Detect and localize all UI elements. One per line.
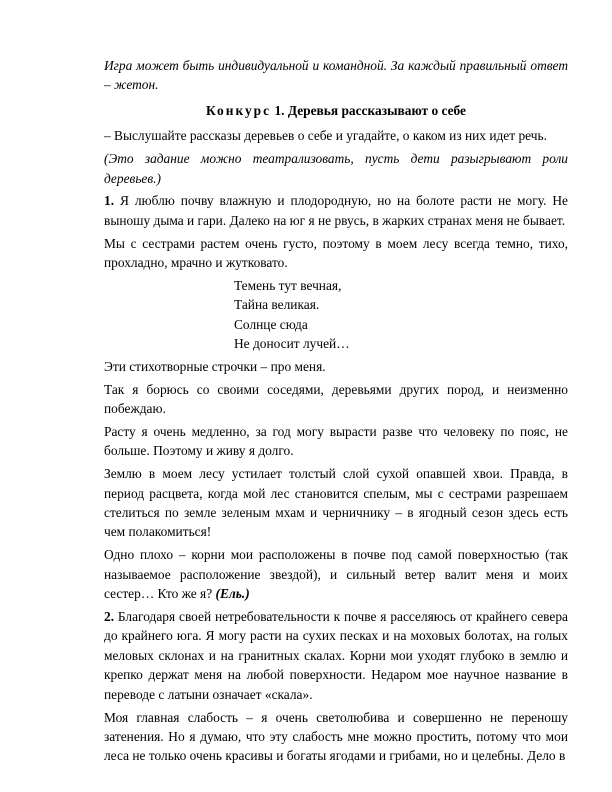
- story2-p1-text: Благодаря своей нетребовательности к почве я расселяюсь от крайнего севера до крайнего юга. Я могу расти на сухих песках и на моховых болотах, на голых меловых склонах и на гранитных скалах. Корни мои уходят глубоко в землю и крепко держат меня на любой поверхности. Недаром мое научное название в переводе с латыни означает «скала».: [104, 609, 568, 702]
- story1-paragraph-6: Землю в моем лесу устилает толстый слой сухой опавшей хвои. Правда, в период расцвета, когда мой лес становится спелым, мы с сестрами разрешаем стелиться по земле зеленым мхам и черничнику – в ягодный сезон здесь есть чем полакомиться!: [104, 466, 568, 540]
- document-page: [104, 56, 568, 769]
- story1-paragraph-4: Так я борюсь со своими соседями, деревьями других пород, и неизменно побеждаю.: [104, 381, 568, 416]
- heading-title: Деревья рассказывают о себе: [287, 102, 466, 118]
- story1-answer: (Ель.): [215, 586, 250, 602]
- story1-p7-text: Одно плохо – корни мои расположены в почве под самой поверхностью (так называемое расположение звездой), и сильный ветер валит меня и моих сестер… Кто же я?: [104, 547, 568, 602]
- poem-line: Не доносит лучей…: [234, 336, 350, 352]
- story1-paragraph-2: Мы с сестрами растем очень густо, поэтому в моем лесу всегда темно, тихо, прохладно, мрачно и жутковато.: [104, 235, 568, 271]
- story1-p1-text: Я люблю почву влажную и плодородную, но на болоте расти не могу. Не выношу дыма и гари. Далеко на юг я не рвусь, в жарких странах меня не бывает.: [104, 193, 569, 228]
- section-heading: [104, 101, 568, 120]
- poem-line: Солнце сюда: [234, 316, 308, 332]
- heading-prefix: Конкурс: [206, 102, 272, 118]
- story1-paragraph-7: [104, 545, 568, 603]
- intro-text: Игра может быть индивидуальной и командной. За каждый правильный ответ – жетон.: [104, 58, 568, 93]
- instruction-text: – Выслушайте рассказы деревьев о себе и угадайте, о каком из них идет речь.: [104, 128, 547, 144]
- poem-block: [234, 276, 568, 354]
- note-text: (Это задание можно театрализовать, пусть дети разыгрывают роли деревьев.): [104, 151, 568, 186]
- story2-paragraph-1: [104, 607, 568, 704]
- story1-paragraph-5: Расту я очень медленно, за год могу вырасти разве что человеку по пояс, не больше. Поэтому и живу я долго.: [104, 423, 568, 459]
- story1-paragraph-3: Эти стихотворные строчки – про меня.: [104, 358, 326, 374]
- story2-paragraph-2: Моя главная слабость – я очень светолюбива и совершенно не переношу затенения. Но я думаю, что эту слабость мне можно простить, потому что мои леса не только очень красивы и богаты ягодами и грибами, но и целебны. Дело в: [104, 709, 568, 764]
- story2-number: 2.: [104, 609, 115, 625]
- poem-line: Тайна великая.: [234, 297, 320, 313]
- poem-line: Темень тут вечная,: [234, 278, 342, 294]
- heading-number: 1.: [274, 102, 285, 118]
- story1-number: 1.: [104, 193, 115, 209]
- story1-paragraph-1: [104, 191, 568, 230]
